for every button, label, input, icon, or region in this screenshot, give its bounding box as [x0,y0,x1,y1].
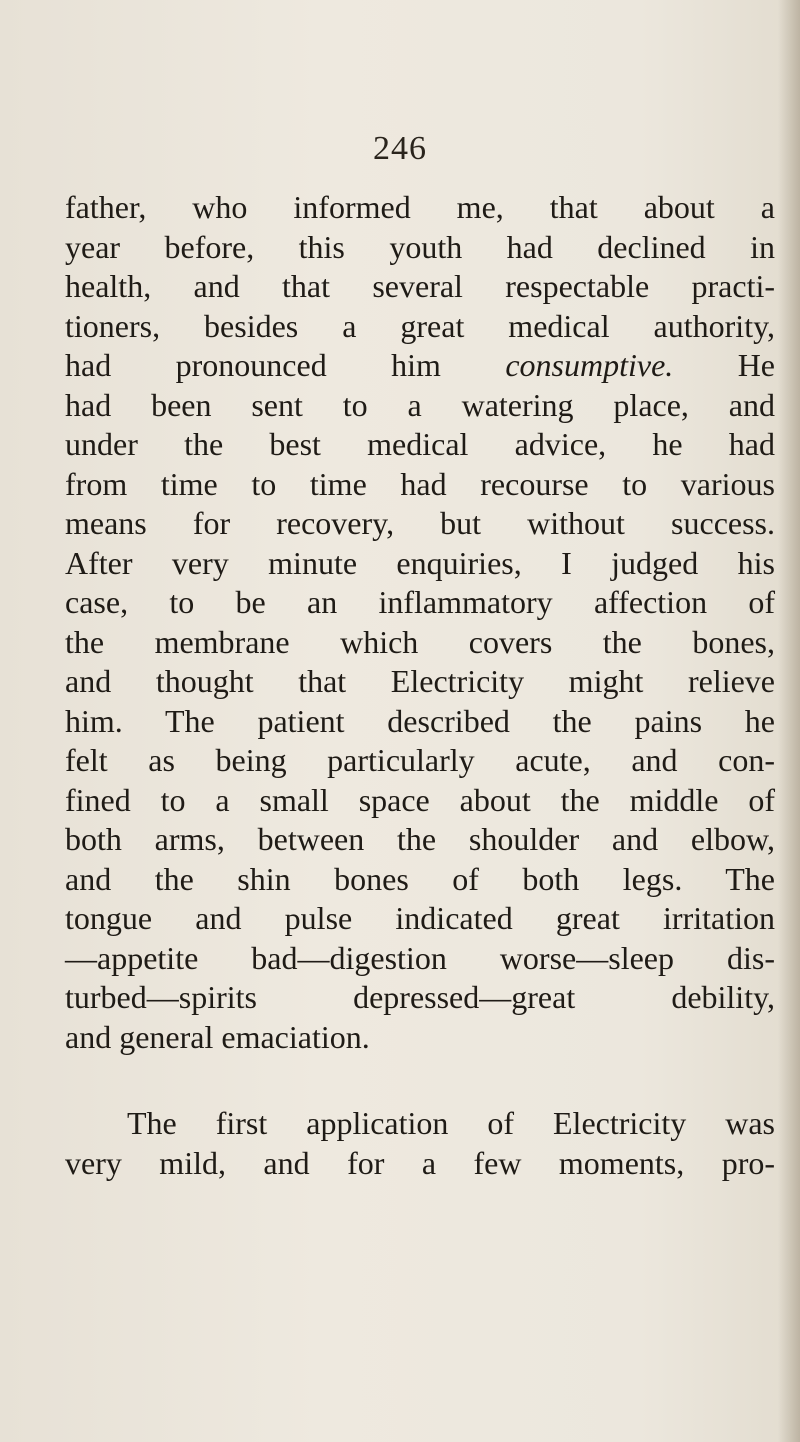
text-line: means for recovery, but without success. [65,505,775,541]
page-number: 246 [373,130,427,167]
text-line: tioners, besides a great medical authority, [65,307,775,344]
text-line: had been sent to a watering place, and [65,386,775,423]
text-line: both arms, between the shoulder and elbow, [65,821,775,857]
text-line: —appetite bad—digestion worse—sleep dis- [65,939,775,976]
page-edge-shadow [778,0,800,1442]
italic-term: consumptive. [505,347,674,383]
text-line: fined to a small space about the middle of [65,781,775,818]
text-line: year before, this youth had declined in [65,228,775,265]
text-line: the membrane which covers the bones, [65,623,775,660]
text-line: After very minute enquiries, I judged his [65,544,775,581]
body-text [65,188,775,1183]
text-line [65,346,775,386]
text-line: father, who informed me, that about a [65,189,775,225]
text-line: tongue and pulse indicated great irritation [65,900,775,936]
text-line: and general emaciation. [65,1018,370,1055]
text-line: very mild, and for a few moments, pro- [65,1144,775,1181]
text-fragment: He [737,347,775,383]
text-line: The first application of Electricity was [127,1105,775,1141]
text-fragment: had pronounced him [65,347,441,383]
text-line: and the shin bones of both legs. The [65,860,775,897]
text-line: him. The patient described the pains he [65,702,775,739]
text-line: under the best medical advice, he had [65,426,775,462]
text-line: health, and that several respectable practi- [65,268,775,304]
text-line: felt as being particularly acute, and con- [65,742,775,778]
text-line: from time to time had recourse to various [65,465,775,502]
text-line: and thought that Electricity might relieve [65,663,775,699]
text-line: turbed—spirits depressed—great debility, [65,979,775,1015]
text-line: case, to be an inflammatory affection of [65,584,775,620]
paragraph-gap [65,1057,775,1104]
